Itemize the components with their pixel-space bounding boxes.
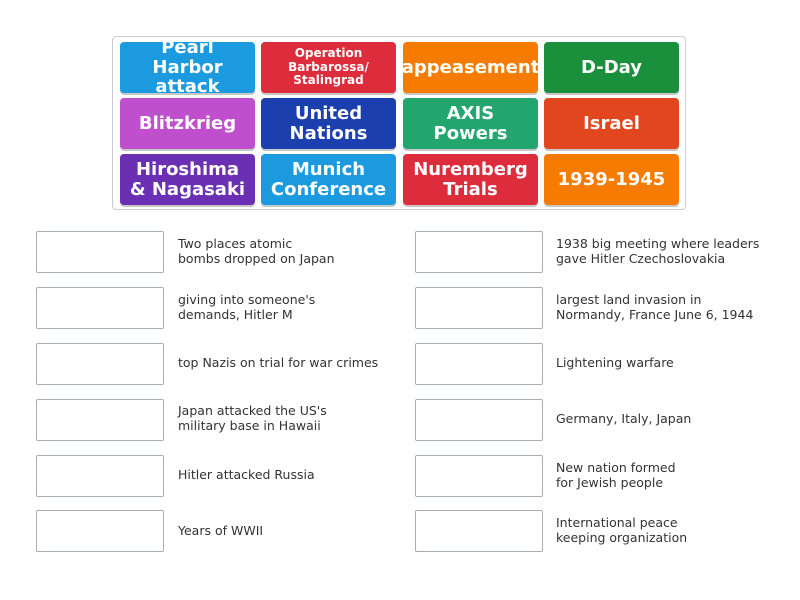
drop-slot-right-6[interactable] bbox=[415, 510, 543, 552]
tile-pearl-harbor-attack[interactable]: Pearl Harbor attack bbox=[120, 42, 255, 93]
drop-slot-right-4[interactable] bbox=[415, 399, 543, 441]
answer-tile-bank bbox=[112, 36, 686, 210]
clue-right-5: New nation formed for Jewish people bbox=[556, 460, 676, 490]
tile-hiroshima-nagasaki[interactable]: Hiroshima & Nagasaki bbox=[120, 154, 255, 205]
drop-slot-left-1[interactable] bbox=[36, 231, 164, 273]
tile-operation-barbarossa-stalingrad[interactable]: Operation Barbarossa/ Stalingrad bbox=[261, 42, 396, 93]
clue-right-3: Lightening warfare bbox=[556, 355, 674, 370]
tile-1939-1945[interactable]: 1939-1945 bbox=[544, 154, 679, 205]
tile-united-nations[interactable]: United Nations bbox=[261, 98, 396, 149]
tile-axis-powers[interactable]: AXIS Powers bbox=[403, 98, 538, 149]
tile-nuremberg-trials[interactable]: Nuremberg Trials bbox=[403, 154, 538, 205]
drop-slot-right-3[interactable] bbox=[415, 343, 543, 385]
clue-right-4: Germany, Italy, Japan bbox=[556, 411, 692, 426]
clue-left-3: top Nazis on trial for war crimes bbox=[178, 355, 379, 370]
clue-left-6: Years of WWII bbox=[178, 523, 264, 538]
drop-slot-right-1[interactable] bbox=[415, 231, 543, 273]
tile-blitzkrieg[interactable]: Blitzkrieg bbox=[120, 98, 255, 149]
clue-left-2: giving into someone's demands, Hitler M bbox=[178, 292, 316, 322]
tile-appeasement[interactable]: appeasement bbox=[403, 42, 538, 93]
clue-right-6: International peace keeping organization bbox=[556, 515, 688, 545]
tile-munich-conference[interactable]: Munich Conference bbox=[261, 154, 396, 205]
drop-slot-left-3[interactable] bbox=[36, 343, 164, 385]
clue-left-5: Hitler attacked Russia bbox=[178, 467, 315, 482]
clue-right-2: largest land invasion in Normandy, France June 6, 1944 bbox=[556, 292, 754, 322]
drop-slot-left-2[interactable] bbox=[36, 287, 164, 329]
drop-slot-right-2[interactable] bbox=[415, 287, 543, 329]
clue-left-4: Japan attacked the US's military base in Hawaii bbox=[178, 403, 327, 433]
drop-slot-left-4[interactable] bbox=[36, 399, 164, 441]
clue-left-1: Two places atomic bombs dropped on Japan bbox=[178, 236, 335, 266]
drop-slot-right-5[interactable] bbox=[415, 455, 543, 497]
tile-israel[interactable]: Israel bbox=[544, 98, 679, 149]
clue-right-1: 1938 big meeting where leaders gave Hitler Czechoslovakia bbox=[556, 236, 760, 266]
tile-d-day[interactable]: D-Day bbox=[544, 42, 679, 93]
drop-slot-left-5[interactable] bbox=[36, 455, 164, 497]
drop-slot-left-6[interactable] bbox=[36, 510, 164, 552]
